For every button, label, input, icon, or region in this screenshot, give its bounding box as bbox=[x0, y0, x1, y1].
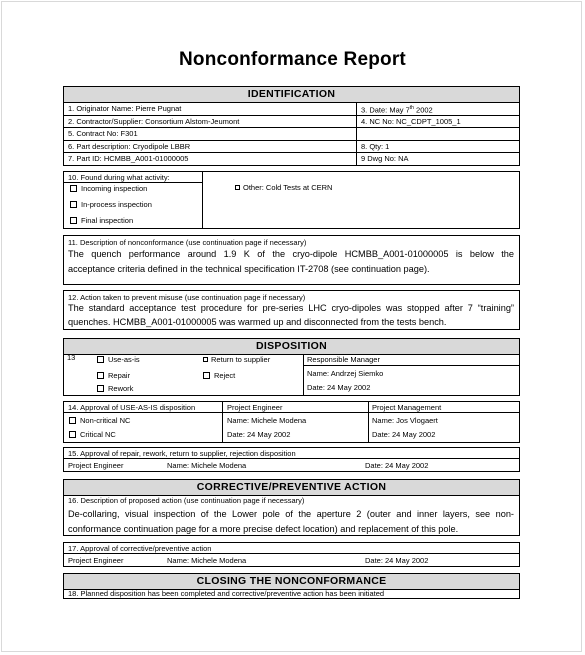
rework-checkbox[interactable] bbox=[97, 385, 104, 392]
disposition-divider bbox=[303, 354, 304, 395]
proposed-action-line: De-collaring, visual inspection of the Lower pole of the aperture 2 (outer and inner layers, see non- bbox=[68, 509, 514, 519]
proposed-action-label: 16. Description of proposed action (use continuation page if necessary) bbox=[68, 496, 305, 505]
incoming-inspection-label: Incoming inspection bbox=[81, 184, 148, 193]
return-to-supplier-checkbox[interactable] bbox=[203, 357, 208, 362]
responsible-manager-date: Date: 24 May 2002 bbox=[307, 383, 371, 392]
closing-header: CLOSING THE NONCONFORMANCE bbox=[64, 574, 519, 590]
date-text: 3. Date: May 7 bbox=[361, 105, 410, 115]
corrective-action-section bbox=[63, 479, 520, 536]
approval-corrective-name: Name: Michele Modena bbox=[167, 556, 247, 565]
date-superscript: th bbox=[409, 105, 414, 111]
part-id-field: 7. Part ID: HCMBB_A001-01000005 bbox=[68, 154, 189, 163]
drawing-number-field: 9 Dwg No: NA bbox=[361, 154, 409, 163]
description-text bbox=[68, 247, 514, 276]
non-critical-label: Non-critical NC bbox=[80, 416, 131, 425]
disposition-section bbox=[63, 338, 520, 396]
final-inspection-option[interactable] bbox=[70, 215, 133, 226]
approval-repair-date: Date: 24 May 2002 bbox=[365, 461, 429, 470]
proposed-action-text bbox=[68, 507, 514, 537]
proposed-action-line: conformance continuation page for a more precise defect location) and replacement of this pole. bbox=[68, 524, 459, 534]
approval-repair-label: 15. Approval of repair, rework, return to supplier, rejection disposition bbox=[68, 449, 296, 458]
approval-repair-name: Name: Michele Modena bbox=[167, 461, 247, 470]
description-line: acceptance criteria defined in the technical specification IT-2708 (see continuation page). bbox=[68, 263, 430, 274]
identification-divider bbox=[356, 102, 357, 165]
disposition-header: DISPOSITION bbox=[64, 339, 519, 355]
action-taken-label: 12. Action taken to prevent misuse (use continuation page if necessary) bbox=[68, 293, 306, 302]
in-process-inspection-option[interactable] bbox=[70, 199, 152, 210]
nc-number-field: 4. NC No: NC_CDPT_1005_1 bbox=[361, 117, 461, 126]
nonconformance-description-section bbox=[63, 235, 520, 285]
other-activity-checkbox[interactable] bbox=[235, 185, 240, 190]
identification-header: IDENTIFICATION bbox=[64, 87, 519, 103]
repair-label: Repair bbox=[108, 371, 131, 380]
return-to-supplier-label: Return to supplier bbox=[211, 355, 271, 364]
reject-checkbox[interactable] bbox=[203, 372, 210, 379]
repair-checkbox[interactable] bbox=[97, 372, 104, 379]
project-engineer-label: Project Engineer bbox=[227, 403, 283, 412]
identification-section bbox=[63, 86, 520, 166]
non-critical-option[interactable] bbox=[69, 415, 130, 426]
found-activity-section bbox=[63, 171, 520, 229]
critical-label: Critical NC bbox=[80, 430, 116, 439]
repair-option[interactable] bbox=[97, 370, 130, 381]
approval-corrective-section bbox=[63, 542, 520, 567]
date-year: 2002 bbox=[413, 105, 433, 115]
quantity-field: 8. Qty: 1 bbox=[361, 142, 390, 151]
part-description-field: 6. Part description: Cryodipole LBBR bbox=[68, 142, 191, 151]
use-as-is-checkbox[interactable] bbox=[97, 356, 104, 363]
rework-option[interactable] bbox=[97, 383, 133, 394]
other-activity-label: Other: Cold Tests at CERN bbox=[243, 183, 333, 192]
responsible-manager-name: Name: Andrzej Siemko bbox=[307, 369, 384, 378]
found-divider bbox=[202, 172, 203, 228]
project-management-label: Project Management bbox=[372, 403, 442, 412]
approval-use-as-is-section bbox=[63, 401, 520, 443]
description-line: The quench performance around 1.9 K of the cryo-dipole HCMBB_A001-01000005 is below the bbox=[68, 249, 514, 259]
critical-option[interactable] bbox=[69, 429, 116, 440]
corrective-action-header: CORRECTIVE/PREVENTIVE ACTION bbox=[64, 480, 519, 496]
incoming-inspection-checkbox[interactable] bbox=[70, 185, 77, 192]
project-management-date: Date: 24 May 2002 bbox=[372, 430, 436, 439]
closing-statement: 18. Planned disposition has been completed and corrective/preventive action has been initiated bbox=[68, 589, 385, 598]
other-activity-option[interactable] bbox=[235, 182, 332, 193]
use-as-is-label: Use-as-is bbox=[108, 355, 140, 364]
approval-repair-role: Project Engineer bbox=[68, 461, 124, 470]
in-process-inspection-label: In-process inspection bbox=[81, 200, 152, 209]
action-line: quenches. HCMBB_A001-01000005 was warmed up and disconnected from the tests bench. bbox=[68, 317, 447, 327]
approval-divider bbox=[368, 402, 369, 442]
approval-use-as-is-label: 14. Approval of USE-AS-IS disposition bbox=[68, 403, 196, 412]
approval-divider bbox=[222, 402, 223, 442]
page-title: Nonconformance Report bbox=[179, 49, 406, 70]
approval-corrective-label: 17. Approval of corrective/preventive action bbox=[68, 544, 212, 553]
description-label: 11. Description of nonconformance (use continuation page if necessary) bbox=[68, 238, 307, 247]
use-as-is-option[interactable] bbox=[97, 354, 140, 365]
approval-corrective-date: Date: 24 May 2002 bbox=[365, 556, 429, 565]
critical-checkbox[interactable] bbox=[69, 431, 76, 438]
project-engineer-date: Date: 24 May 2002 bbox=[227, 430, 291, 439]
action-line: The standard acceptance test procedure for pre-series LHC cryo-dipoles was stopped after 7 “training” bbox=[68, 303, 514, 313]
contractor-field: 2. Contractor/Supplier: Consortium Alstom-Jeumont bbox=[68, 117, 240, 126]
responsible-manager-label: Responsible Manager bbox=[307, 355, 380, 364]
reject-option[interactable] bbox=[203, 370, 235, 381]
contract-number-field: 5. Contract No: F301 bbox=[68, 129, 138, 138]
return-to-supplier-option[interactable] bbox=[203, 354, 270, 365]
disposition-number: 13 bbox=[67, 353, 76, 362]
project-engineer-name: Name: Michele Modena bbox=[227, 416, 307, 425]
found-activity-label: 10. Found during what activity: bbox=[68, 173, 170, 182]
final-inspection-label: Final inspection bbox=[81, 216, 134, 225]
final-inspection-checkbox[interactable] bbox=[70, 217, 77, 224]
closing-section bbox=[63, 573, 520, 599]
approval-corrective-role: Project Engineer bbox=[68, 556, 124, 565]
in-process-inspection-checkbox[interactable] bbox=[70, 201, 77, 208]
approval-repair-section bbox=[63, 447, 520, 472]
action-taken-section bbox=[63, 290, 520, 330]
originator-field: 1. Originator Name: Pierre Pugnat bbox=[68, 104, 182, 113]
non-critical-checkbox[interactable] bbox=[69, 417, 76, 424]
rework-label: Rework bbox=[108, 384, 134, 393]
action-taken-text bbox=[68, 301, 514, 329]
project-management-name: Name: Jos Vlogaert bbox=[372, 416, 438, 425]
incoming-inspection-option[interactable] bbox=[70, 183, 147, 194]
date-field bbox=[361, 103, 433, 116]
responsible-underline bbox=[303, 365, 519, 366]
reject-label: Reject bbox=[214, 371, 236, 380]
